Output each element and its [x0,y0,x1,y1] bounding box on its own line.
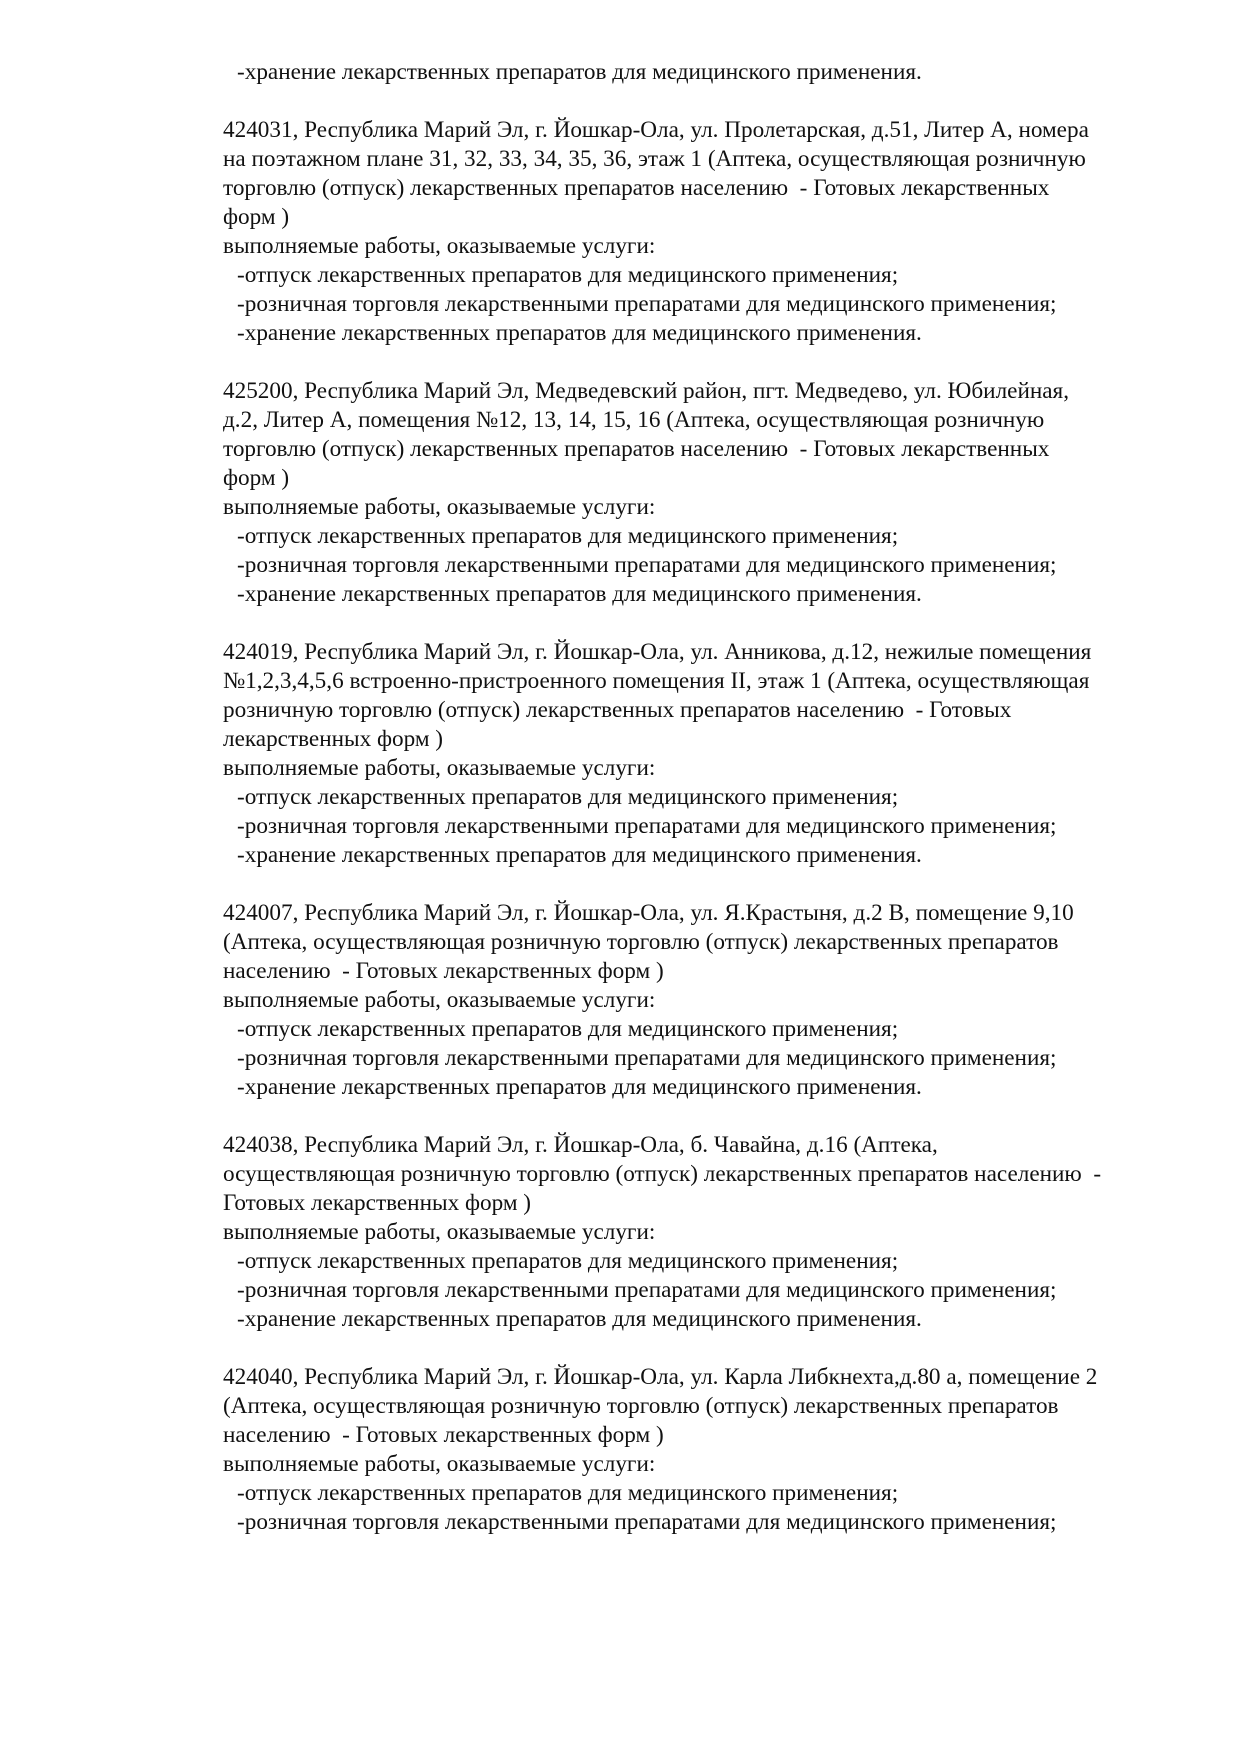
service-item: -хранение лекарственных препаратов для медицинского применения. [237,581,922,607]
address-line: 424038, Республика Марий Эл, г. Йошкар-Ола, б. Чавайна, д.16 (Аптека, [223,1132,938,1158]
document-body [223,58,1183,1537]
service-item: -хранение лекарственных препаратов для медицинского применения. [237,1074,922,1100]
service-item: -отпуск лекарственных препаратов для медицинского применения; [237,1480,899,1506]
address-line: торговлю (отпуск) лекарственных препаратов населению - Готовых лекарственных [223,175,1050,201]
continued-service-list [223,58,1183,87]
address-line: форм ) [223,465,290,491]
service-item: -хранение лекарственных препаратов для медицинского применения. [237,59,922,85]
address-line: населению - Готовых лекарственных форм ) [223,1422,664,1448]
address-line: 425200, Республика Марий Эл, Медведевский район, пгт. Медведево, ул. Юбилейная, [223,378,1070,404]
service-item: -отпуск лекарственных препаратов для медицинского применения; [237,784,899,810]
pharmacy-address-block [223,1131,1183,1334]
service-item: -розничная торговля лекарственными препаратами для медицинского применения; [237,813,1057,839]
services-label: выполняемые работы, оказываемые услуги: [223,494,656,520]
address-line: населению - Готовых лекарственных форм ) [223,958,664,984]
services-label: выполняемые работы, оказываемые услуги: [223,1451,656,1477]
address-line: осуществляющая розничную торговлю (отпуск) лекарственных препаратов населению - [223,1161,1102,1187]
services-label: выполняемые работы, оказываемые услуги: [223,755,656,781]
services-label: выполняемые работы, оказываемые услуги: [223,1219,656,1245]
address-line: форм ) [223,204,290,230]
service-item: -отпуск лекарственных препаратов для медицинского применения; [237,1248,899,1274]
service-item: -розничная торговля лекарственными препаратами для медицинского применения; [237,552,1057,578]
address-line: 424040, Республика Марий Эл, г. Йошкар-Ола, ул. Карла Либкнехта,д.80 а, помещение 2 [223,1364,1098,1390]
pharmacy-address-block [223,116,1183,348]
address-line: (Аптека, осуществляющая розничную торговлю (отпуск) лекарственных препаратов [223,1393,1059,1419]
address-line: №1,2,3,4,5,6 встроенно-пристроенного помещения II, этаж 1 (Аптека, осуществляющая [223,668,1090,694]
service-item: -отпуск лекарственных препаратов для медицинского применения; [237,1016,899,1042]
address-line: лекарственных форм ) [223,726,444,752]
address-line: Готовых лекарственных форм ) [223,1190,532,1216]
service-item: -хранение лекарственных препаратов для медицинского применения. [237,842,922,868]
address-line: на поэтажном плане 31, 32, 33, 34, 35, 36, этаж 1 (Аптека, осуществляющая розничную [223,146,1086,172]
service-item: -розничная торговля лекарственными препаратами для медицинского применения; [237,1045,1057,1071]
service-item: -розничная торговля лекарственными препаратами для медицинского применения; [237,1509,1057,1535]
services-label: выполняемые работы, оказываемые услуги: [223,233,656,259]
address-line: 424007, Республика Марий Эл, г. Йошкар-Ола, ул. Я.Крастыня, д.2 В, помещение 9,10 [223,900,1074,926]
address-line: д.2, Литер А, помещения №12, 13, 14, 15, 16 (Аптека, осуществляющая розничную [223,407,1045,433]
address-line: (Аптека, осуществляющая розничную торговлю (отпуск) лекарственных препаратов [223,929,1059,955]
service-item: -розничная торговля лекарственными препаратами для медицинского применения; [237,291,1057,317]
pharmacy-address-block [223,1363,1183,1537]
pharmacy-address-block [223,638,1183,870]
service-item: -розничная торговля лекарственными препаратами для медицинского применения; [237,1277,1057,1303]
service-item: -хранение лекарственных препаратов для медицинского применения. [237,1306,922,1332]
address-line: торговлю (отпуск) лекарственных препаратов населению - Готовых лекарственных [223,436,1050,462]
service-item: -отпуск лекарственных препаратов для медицинского применения; [237,523,899,549]
service-item: -отпуск лекарственных препаратов для медицинского применения; [237,262,899,288]
pharmacy-address-block [223,377,1183,609]
service-item: -хранение лекарственных препаратов для медицинского применения. [237,320,922,346]
services-label: выполняемые работы, оказываемые услуги: [223,987,656,1013]
address-line: 424019, Республика Марий Эл, г. Йошкар-Ола, ул. Анникова, д.12, нежилые помещения [223,639,1092,665]
pharmacy-address-block [223,899,1183,1102]
address-line: 424031, Республика Марий Эл, г. Йошкар-Ола, ул. Пролетарская, д.51, Литер А, номера [223,117,1089,143]
address-line: розничную торговлю (отпуск) лекарственных препаратов населению - Готовых [223,697,1012,723]
